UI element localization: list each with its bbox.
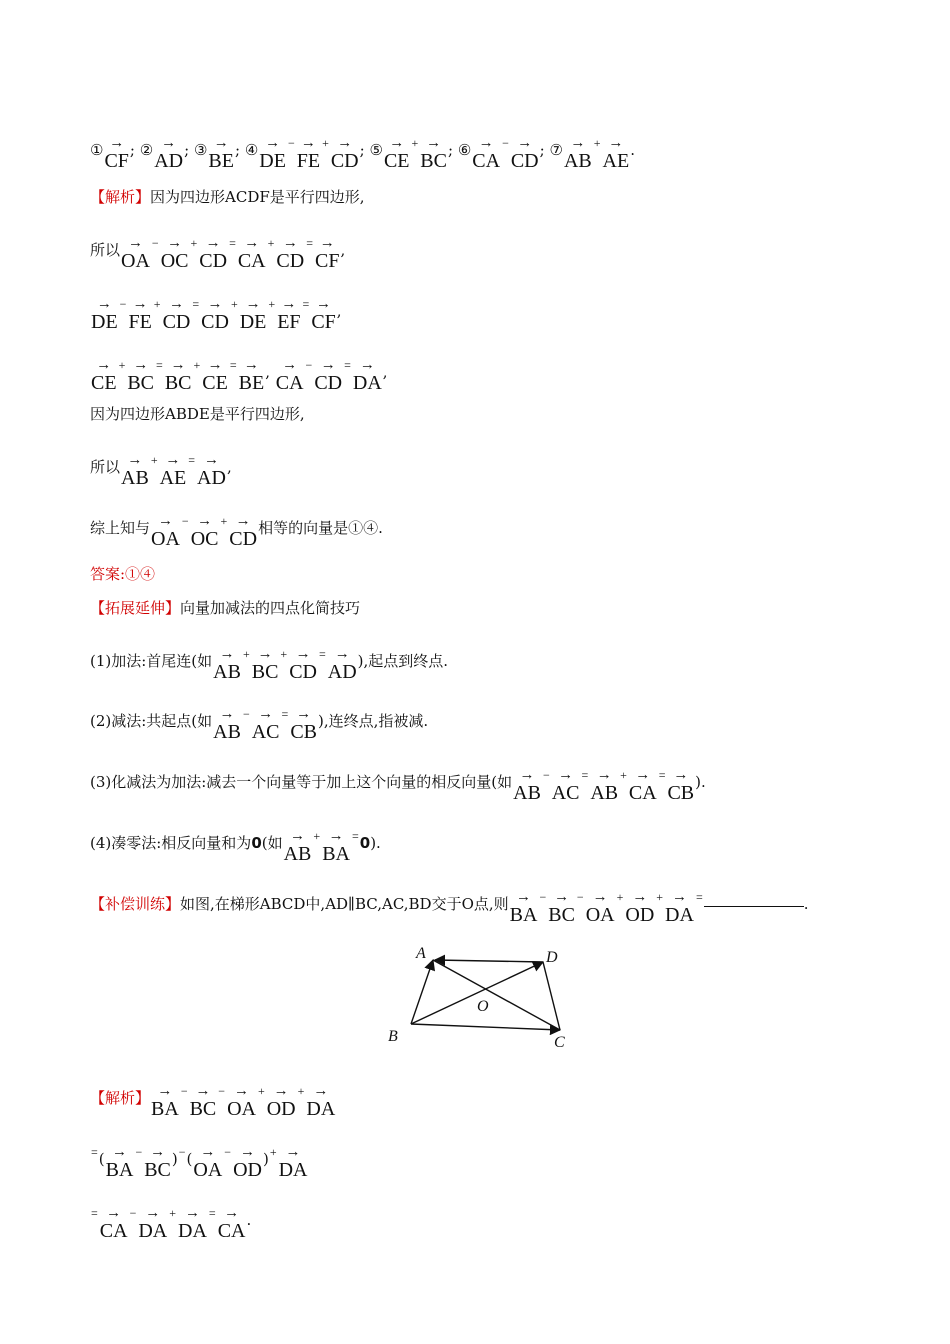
tip-1: (1)加法:首尾连(如→ AB+→ BC+→ CD=→ AD),起点到终点. [90,643,910,682]
label-C: C [554,1034,565,1051]
answer-blank [704,905,804,907]
tip-2: (2)减法:共起点(如→ AB−→ AC=→ CB),连终点,指被减. [90,703,910,742]
answer: 答案:①④ [90,565,156,583]
analysis-tag: 【解析】 [90,188,151,206]
analysis-2: 因为四边形ABDE是平行四边形, [90,405,305,423]
tip2-pre: (2)减法:共起点(如 [90,712,213,730]
paren-close-2: ) [262,1150,269,1168]
analysis-tag-2: 【解析】 [90,1089,151,1107]
practice-question: 【补偿训练】如图,在梯形ABCD中,AD∥BC,AC,BD交于O点,则→ BA−→ BC−→ OA+→ OD+→ DA= . [90,886,910,925]
options-line: ①→ CF; ②→ AD; ③→ BE; ④→ DE−→ FE+→ CD; ⑤→ CE+→ BC; ⑥→ CA−→ CD; ⑦→ AB+→ AE. [90,132,910,171]
tip3-post: ). [695,773,706,791]
label-B: B [388,1028,398,1045]
paren-open: ( [98,1150,105,1168]
segment-BC [411,1024,560,1030]
eq-sign: = [91,1145,98,1159]
solution-line-1: 【解析】→ BA−→ BC−→ OA+→ OD+→ DA [90,1080,910,1119]
tip4-mid: (如 [261,834,283,852]
equation-3: → CE+→ BC=→ BC+→ CE=→ BE, → CA−→ CD=→ DA, [90,354,910,393]
equation-2: → DE−→ FE+→ CD=→ CD+→ DE+→ EF=→ CF, [90,293,910,332]
analysis-intro [90,186,910,208]
paren-open-2: ( [186,1150,193,1168]
segment-DA [435,960,543,962]
practice-tag: 【补偿训练】 [90,895,181,913]
so-label-2: 所以 [90,458,121,476]
equation-1: 所以→ OA−→ OC+→ CD=→ CA+→ CD=→ CF, [90,232,910,271]
tip1-post: ),起点到终点. [357,652,449,670]
conclusion-pre: 综上知与 [90,519,151,537]
segment-BA [411,960,433,1024]
solution-line-2: =(→ BA−→ BC)−(→ OA−→ OD)+→ DA [90,1141,910,1180]
analysis-intro-text: 因为四边形ACDF是平行四边形, [150,188,365,206]
practice-tail: . [803,895,809,913]
trapezoid-figure [378,940,578,1060]
eq-sign-2: = [91,1206,98,1220]
tip1-pre: (1)加法:首尾连(如 [90,652,213,670]
equation-4: 所以→ AB+→ AE=→ AD, [90,449,910,488]
tip-3: (3)化减法为加法:减去一个向量等于加上这个向量的相反向量(如→ AB−→ AC=→ AB+→ CA=→ CB). [90,764,910,803]
extension-heading [90,597,910,619]
tip-4: (4)凑零法:相反向量和为0(如→ AB+→ BA=0). [90,825,910,864]
practice-text: 如图,在梯形ABCD中,AD∥BC,AC,BD交于O点,则 [180,895,509,913]
segment-AC [433,960,560,1030]
label-A: A [416,945,426,962]
label-O: O [477,998,489,1015]
solution-line-3: =→ CA−→ DA+→ DA=→ CA. [90,1202,910,1241]
tip4-pre: (4)凑零法:相反向量和为 [90,834,252,852]
extension-tag: 【拓展延伸】 [90,599,181,617]
tip3-pre: (3)化减法为加法:减去一个向量等于加上这个向量的相反向量(如 [90,773,513,791]
conclusion-post: 相等的向量是①④. [258,519,383,537]
zero-vector-2: 0 [359,834,371,852]
extension-title: 向量加减法的四点化简技巧 [180,599,361,617]
paren-close: ) [171,1150,178,1168]
segment-DC [543,962,560,1030]
so-label: 所以 [90,241,121,259]
conclusion: 综上知与→ OA−→ OC+→ CD相等的向量是①④. [90,510,910,549]
tip4-post: ). [370,834,381,852]
label-D: D [546,949,558,966]
zero-vector: 0 [251,834,262,852]
tip2-post: ),连终点,指被减. [318,712,429,730]
